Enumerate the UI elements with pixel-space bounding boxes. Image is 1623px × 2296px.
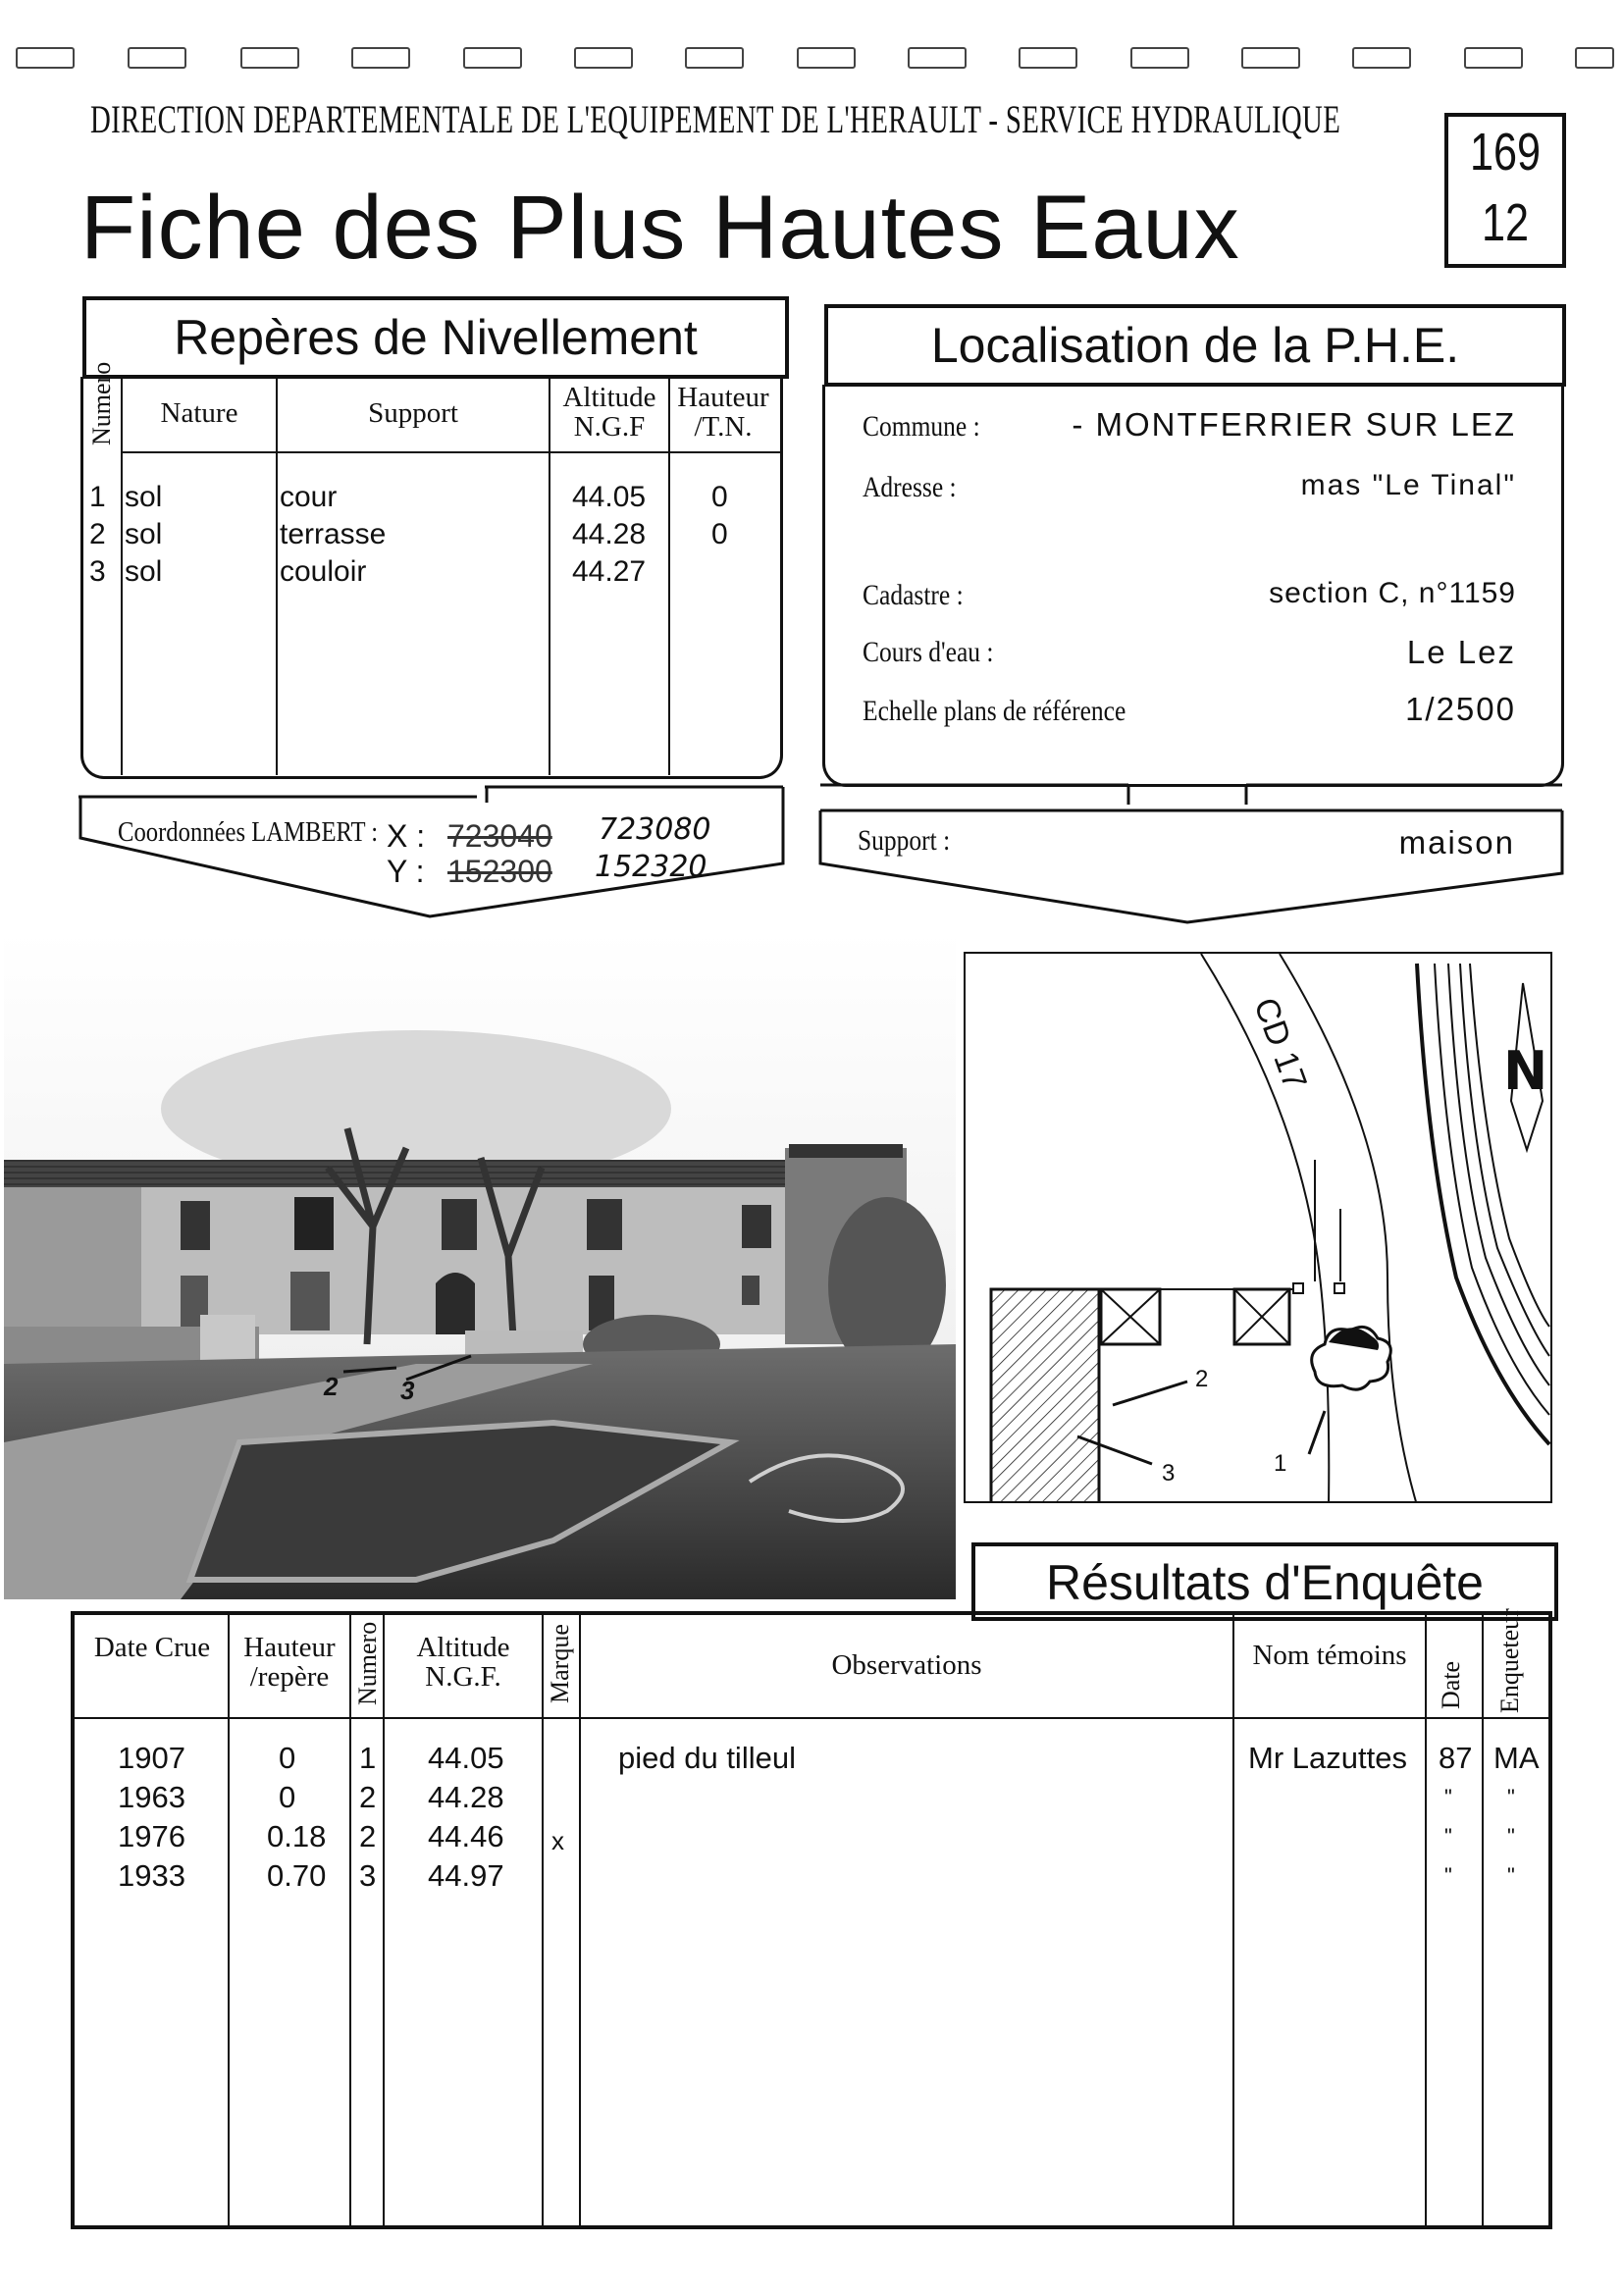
rep-row2-nature: sol xyxy=(125,518,163,550)
rep-row1-numero: 1 xyxy=(89,481,106,513)
res-row1-numero: 1 xyxy=(359,1741,377,1775)
res-col-date: Date xyxy=(1437,1660,1465,1709)
adresse-value: mas "Le Tinal" xyxy=(1300,469,1516,501)
binding-hole xyxy=(1241,47,1300,69)
map-marker-1: 1 xyxy=(1274,1450,1287,1477)
resultats-table xyxy=(71,1608,1552,2229)
binding-hole xyxy=(351,47,410,69)
res-row3-date-crue: 1976 xyxy=(118,1819,185,1853)
lambert-x-new: 723080 xyxy=(599,812,711,847)
rep-row2-support: terrasse xyxy=(280,518,387,550)
reperes-title: Repères de Nivellement xyxy=(82,296,789,379)
rep-row1-support: cour xyxy=(280,481,338,513)
rep-row2-hauteur: 0 xyxy=(711,518,728,550)
res-col-marque: Marque xyxy=(546,1624,574,1703)
res-row1-altitude: 44.05 xyxy=(428,1741,504,1775)
rep-row3-nature: sol xyxy=(125,555,163,588)
res-row1-date: 87 xyxy=(1439,1741,1473,1775)
binding-hole xyxy=(1019,47,1077,69)
lambert-y-label: Y : xyxy=(387,854,425,889)
sheet-code-top: 169 xyxy=(1469,123,1542,182)
res-col-enqueteur: Enqueteur xyxy=(1495,1608,1524,1713)
res-row2-numero: 2 xyxy=(359,1780,377,1814)
binding-hole xyxy=(908,47,967,69)
col-header-support: Support xyxy=(368,397,458,429)
photo-marker-3: 3 xyxy=(400,1376,415,1405)
adresse-label: Adresse : xyxy=(863,471,957,503)
rep-row3-altitude: 44.27 xyxy=(572,555,647,588)
res-row2-altitude: 44.28 xyxy=(428,1780,504,1814)
res-col-hauteur: Hauteur /repère xyxy=(243,1632,336,1693)
localisation-panel xyxy=(822,385,1564,787)
res-row1-observations: pied du tilleul xyxy=(618,1741,796,1775)
binding-hole xyxy=(1352,47,1411,69)
binding-hole xyxy=(240,47,299,69)
col-header-altitude: Altitude N.G.F xyxy=(562,382,656,443)
binding-hole xyxy=(574,47,633,69)
location-map xyxy=(964,952,1552,1503)
res-col-numero: Numero xyxy=(353,1621,382,1705)
cours-eau-label: Cours d'eau : xyxy=(863,636,994,668)
cadastre-value: section C, n°1159 xyxy=(1269,577,1516,609)
binding-hole xyxy=(463,47,522,69)
col-header-hauteur: Hauteur /T.N. xyxy=(677,382,769,443)
support-label: Support : xyxy=(858,824,951,857)
res-row3-date: " xyxy=(1444,1824,1452,1849)
lambert-x-old: 723040 xyxy=(447,818,552,854)
res-row4-hauteur: 0.70 xyxy=(267,1858,327,1893)
res-row1-temoin: Mr Lazuttes xyxy=(1248,1741,1407,1775)
localisation-title: Localisation de la P.H.E. xyxy=(824,304,1566,387)
res-row3-enqueteur: " xyxy=(1507,1824,1515,1849)
farmhouse-photo-image xyxy=(4,932,956,1599)
page-title: Fiche des Plus Hautes Eaux xyxy=(80,178,1240,278)
sheet-code-bottom: 12 xyxy=(1481,193,1530,252)
res-row4-enqueteur: " xyxy=(1507,1863,1515,1888)
rep-row3-support: couloir xyxy=(280,555,367,588)
site-photo xyxy=(4,932,956,1599)
map-road-label: CD 17 xyxy=(1246,993,1314,1095)
cadastre-label: Cadastre : xyxy=(863,579,964,611)
binding-hole xyxy=(797,47,856,69)
res-col-altitude: Altitude N.G.F. xyxy=(416,1632,510,1693)
res-row4-date-crue: 1933 xyxy=(118,1858,185,1893)
north-arrow-icon: N xyxy=(1503,1040,1548,1102)
lambert-x-label: X : xyxy=(387,818,426,854)
res-row4-altitude: 44.97 xyxy=(428,1858,504,1893)
res-row1-date-crue: 1907 xyxy=(118,1741,185,1775)
support-value: maison xyxy=(1398,824,1515,861)
reperes-table xyxy=(80,361,783,779)
res-row4-date: " xyxy=(1444,1863,1452,1888)
res-row2-hauteur: 0 xyxy=(279,1780,296,1814)
res-col-nom-temoins: Nom témoins xyxy=(1252,1640,1407,1671)
res-col-observations: Observations xyxy=(831,1649,982,1681)
sheet-code-box xyxy=(1444,113,1566,268)
rep-row1-nature: sol xyxy=(125,481,163,513)
res-row3-altitude: 44.46 xyxy=(428,1819,504,1853)
rep-row1-altitude: 44.05 xyxy=(572,481,647,513)
res-row3-numero: 2 xyxy=(359,1819,377,1853)
binding-hole xyxy=(685,47,744,69)
res-col-date-crue: Date Crue xyxy=(93,1632,211,1663)
col-header-numero: Numero xyxy=(87,361,116,445)
res-row2-enqueteur: " xyxy=(1507,1785,1515,1809)
res-row3-hauteur: 0.18 xyxy=(267,1819,327,1853)
rep-row2-altitude: 44.28 xyxy=(572,518,647,550)
res-row2-date: " xyxy=(1444,1785,1452,1809)
rep-row3-numero: 3 xyxy=(89,555,106,588)
res-row1-enqueteur: MA xyxy=(1493,1741,1540,1775)
commune-label: Commune : xyxy=(863,410,980,443)
map-marker-3: 3 xyxy=(1162,1460,1176,1487)
binding-hole xyxy=(16,47,75,69)
department-header: DIRECTION DEPARTEMENTALE DE L'EQUIPEMENT DE L'HERAULT - SERVICE HYDRAULIQUE xyxy=(90,97,1341,141)
resultats-title: Résultats d'Enquête xyxy=(971,1542,1558,1621)
lambert-label: Coordonnées LAMBERT : xyxy=(118,816,379,848)
binding-hole xyxy=(1464,47,1523,69)
binding-hole xyxy=(128,47,186,69)
map-marker-2: 2 xyxy=(1195,1366,1209,1392)
rep-row1-hauteur: 0 xyxy=(711,481,728,513)
lambert-y-new: 152320 xyxy=(595,850,707,884)
res-row1-hauteur: 0 xyxy=(279,1741,296,1775)
binding-hole xyxy=(1130,47,1189,69)
cours-eau-value: Le Lez xyxy=(1406,634,1516,670)
echelle-value: 1/2500 xyxy=(1405,691,1516,727)
col-header-nature: Nature xyxy=(160,397,238,429)
res-row4-numero: 3 xyxy=(359,1858,377,1893)
rep-row2-numero: 2 xyxy=(89,518,106,550)
commune-value: - MONTFERRIER SUR LEZ xyxy=(1072,406,1516,443)
res-row2-date-crue: 1963 xyxy=(118,1780,185,1814)
res-row3-marque: x xyxy=(551,1826,564,1855)
echelle-label: Echelle plans de référence xyxy=(863,695,1126,727)
photo-marker-2: 2 xyxy=(324,1372,339,1401)
binding-hole xyxy=(1575,47,1614,69)
lambert-y-old: 152300 xyxy=(447,854,552,889)
